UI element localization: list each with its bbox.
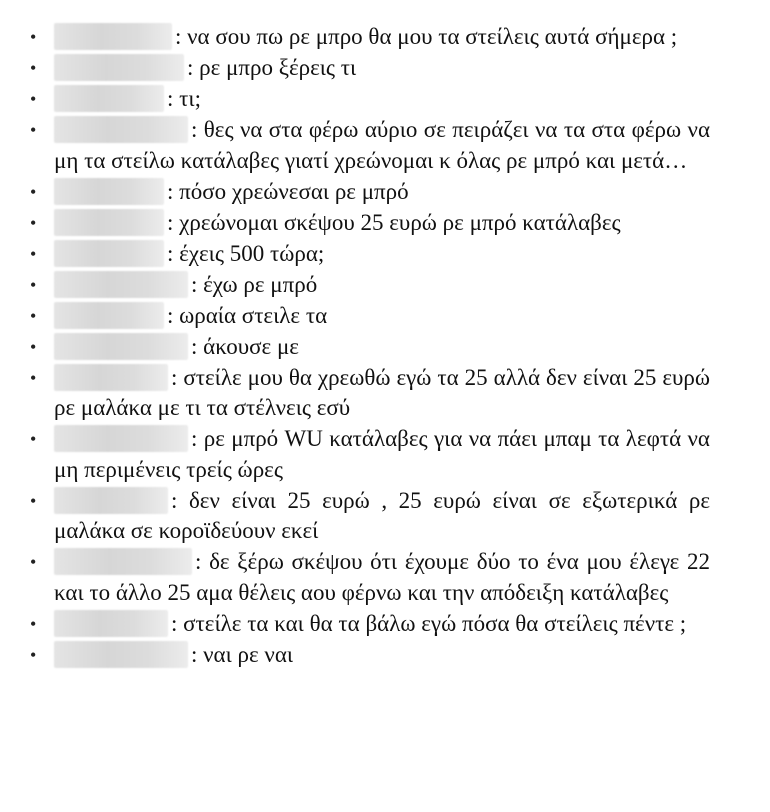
transcript-line [0,177,770,208]
line-text: : έχω ρε μπρό [191,271,318,297]
transcript-line [0,84,770,115]
transcript-line [0,640,770,671]
line-text: : έχεις 500 τώρα; [167,240,325,266]
bullet-icon: • [30,644,37,665]
line-text: : δε ξέρω σκέψου ότι έχουμε δύο το ένα μου έλεγε 22 και το άλλο 25 αμα θέλεις αου φέρνω και την απόδειξη κατάλαβες [54,549,710,605]
bullet-icon: • [30,552,37,572]
bullet-icon: • [30,58,37,78]
bullet-icon: • [30,613,37,634]
transcript-line [0,22,770,53]
bullet-icon: • [30,429,37,449]
bullet-icon: • [30,490,37,511]
line-text: : στείλε μου θα χρεωθώ εγώ τα 25 αλλά δεν είναι 25 ευρώ ρε μαλάκα με τι τα στέλνεις εσύ [54,364,710,420]
redacted-speaker-name [54,23,172,50]
line-text: : θες να στα φέρω αύριο σε πειράζει να τα στα φέρω να μη τα στείλω κατάλαβες γιατί χρεώνομαι κ όλας ρε μπρό και μετά… [54,117,710,173]
transcript-line [0,115,770,176]
redacted-speaker-name [54,209,164,236]
transcript-line [0,332,770,363]
redacted-speaker-name [54,271,188,298]
redacted-speaker-name [54,116,188,143]
transcript-line [0,301,770,332]
bullet-icon: • [30,305,37,326]
bullet-icon: • [30,27,37,47]
bullet-icon: • [30,89,37,109]
line-text: : να σου πω ρε μπρο θα μου τα στείλεις αυτά σήμερα ; [175,24,678,49]
redacted-speaker-name [54,85,164,112]
bullet-icon: • [30,243,37,264]
transcript-line [0,208,770,239]
transcript-line [0,424,770,485]
transcript-line [0,609,770,640]
redacted-speaker-name [54,641,188,668]
transcript-line [0,53,770,84]
redacted-speaker-name [54,548,192,575]
line-text: : ρε μπρό WU κατάλαβες για να πάει μπαμ τα λεφτά να μη περιμένεις τρείς ώρες [54,426,710,482]
bullet-icon: • [30,274,37,295]
line-text: : ναι ρε ναι [191,641,294,667]
bullet-icon: • [30,367,37,388]
line-text: : τι; [167,86,201,111]
redacted-speaker-name [54,610,168,637]
bullet-icon: • [30,212,37,233]
redacted-speaker-name [54,54,184,81]
bullet-icon: • [30,181,37,202]
redacted-speaker-name [54,240,164,267]
line-text: : στείλε τα και θα τα βάλω εγώ πόσα θα στείλεις πέντε ; [171,610,687,636]
redacted-speaker-name [54,302,164,329]
redacted-speaker-name [54,178,164,205]
line-text: : χρεώνομαι σκέψου 25 ευρώ ρε μπρό κατάλαβες [167,209,621,235]
transcript-line [0,363,770,424]
line-text: : ωραία στειλε τα [167,302,328,328]
line-text: : δεν είναι 25 ευρώ , 25 ευρώ είναι σε εξωτερικά ρε μαλάκα σε κοροϊδεύουν εκεί [54,487,710,543]
bullet-icon: • [30,120,37,140]
transcript-line [0,486,770,547]
line-text: : άκουσε με [191,333,299,359]
redacted-speaker-name [54,333,188,360]
transcript-line [0,270,770,301]
bullet-icon: • [30,336,37,357]
line-text: : πόσο χρεώνεσαι ρε μπρό [167,178,409,204]
redacted-speaker-name [54,487,168,514]
line-text: : ρε μπρο ξέρεις τι [187,55,357,80]
redacted-speaker-name [54,425,188,452]
transcript-line [0,239,770,270]
redacted-speaker-name [54,364,168,391]
transcript-line [0,547,770,608]
